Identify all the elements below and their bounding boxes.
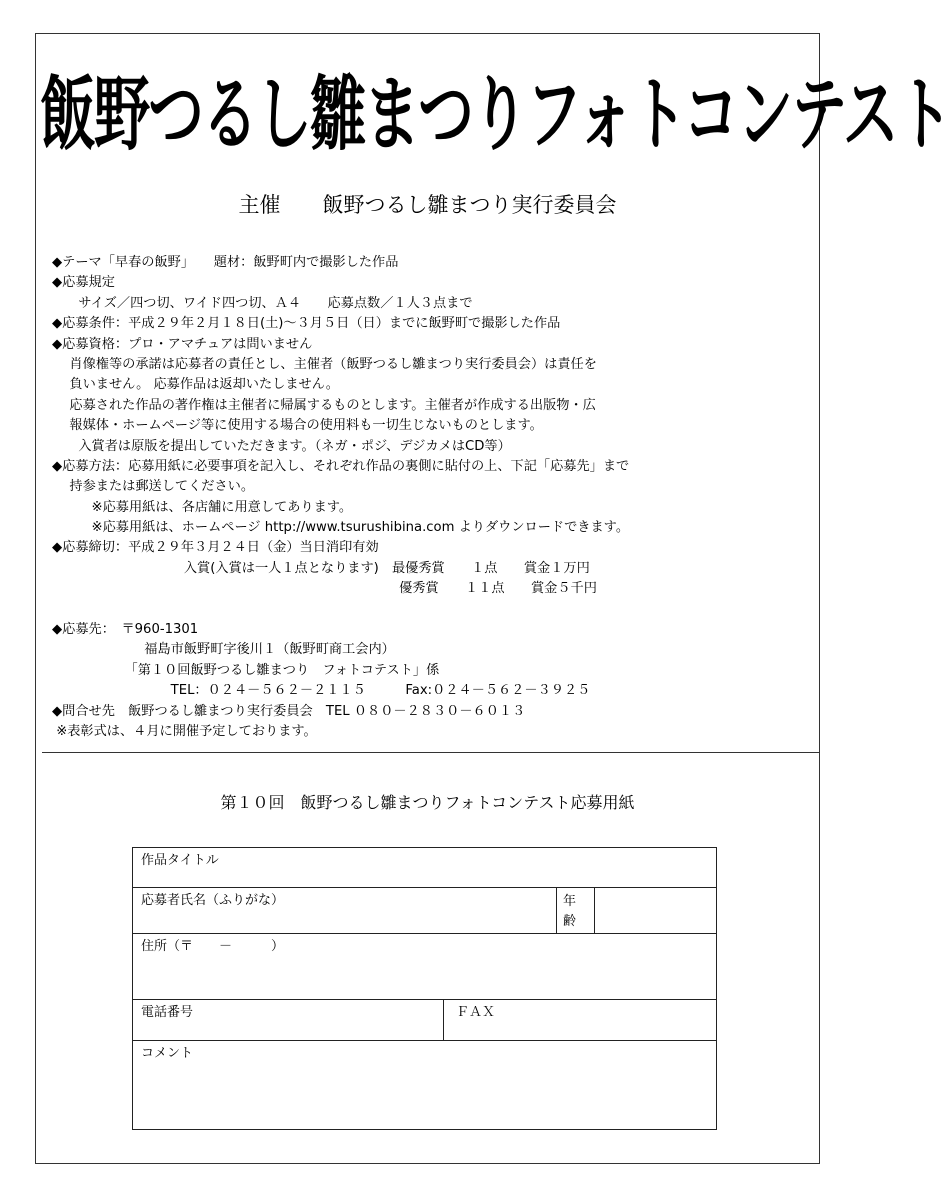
spacer-line [52, 600, 812, 620]
form-heading: 第１０回 飯野つるし雛まつりフォトコンテスト応募用紙 [220, 793, 635, 812]
contest-details [52, 253, 812, 742]
applicant-name-field[interactable] [132, 887, 557, 934]
submission-address-line: ◆応募先： 〒960-1301 [52, 622, 199, 638]
phone-field[interactable] [132, 999, 444, 1041]
comment-label: コメント [141, 1046, 194, 1061]
original-note: 入賞者は原版を提出していただきます。（ネガ・ポジ、デジカメはCD等） [52, 438, 511, 454]
recipient-line: 「第１０回飯野つるし雛まつり フォトコテスト」係 [52, 662, 440, 678]
grand-prize-line: 入賞(入賞は一人１点となります) 最優秀賞 １点 賞金１万円 [52, 560, 590, 576]
applicant-name-label: 応募者氏名（ふりがな） [141, 893, 285, 908]
address-field[interactable] [132, 933, 717, 1000]
conditions-line: ◆応募条件：平成２９年２月１８日(土)～３月５日（日）までに飯野町で撮影した作品 [52, 316, 561, 332]
size-line: サイズ／四つ切、ワイド四つ切、Ａ４ 応募点数／１人３点まで [52, 295, 473, 311]
organizer-line: 主催 飯野つるし雛まつり実行委員会 [238, 193, 617, 217]
comment-field[interactable] [132, 1040, 717, 1130]
download-note: ※応募用紙は、ホームページ http://www.tsurushibina.com よりダウンロードできます。 [52, 520, 630, 536]
fax-label: ＦＡＸ [456, 1005, 496, 1020]
age-field[interactable] [594, 887, 717, 934]
entry-form [132, 847, 717, 1130]
contest-title: 飯野つるし雛まつりフォトコンテスト [40, 67, 951, 163]
rules-heading: ◆応募規定 [52, 275, 115, 291]
copyright-note-1: 応募された作品の著作権は主催者に帰属するものとします。主催者が作成する出版物・広 [52, 397, 596, 413]
method-note: 持参または郵送してください。 [52, 479, 255, 495]
work-title-field[interactable] [132, 847, 717, 888]
eligibility-note-1: 肖像権等の承諾は応募者の責任とし、主催者（飯野つるし雛まつり実行委員会）は責任を [52, 356, 597, 372]
eligibility-line: ◆応募資格：プロ・アマチュアは問いません [52, 336, 313, 352]
fax-field[interactable] [443, 999, 717, 1041]
inquiry-line: ◆問合せ先 飯野つるし雛まつり実行委員会 TEL ０８０－２８３０－６０１３ [52, 703, 526, 719]
phone-label: 電話番号 [141, 1005, 194, 1020]
deadline-line: ◆応募締切：平成２９年３月２４日（金）当日消印有効 [52, 540, 379, 556]
excellence-prize-line: 優秀賞 １１点 賞金５千円 [52, 581, 597, 597]
age-label: 年齢 [563, 894, 577, 929]
age-label-cell [556, 887, 595, 934]
cut-line [42, 752, 820, 753]
form-availability-note: ※応募用紙は、各店舗に用意してあります。 [52, 499, 353, 515]
phone-fax-line: TEL：０２４－５６２－２１１５ Fax:０２４－５６２－３９２５ [52, 683, 591, 699]
eligibility-note-2: 負いません。 応募作品は返却いたしません。 [52, 377, 339, 393]
address-detail-line: 福島市飯野町字後川１（飯野町商工会内） [52, 642, 395, 658]
ceremony-note: ※表彰式は、４月に開催予定しております。 [52, 723, 317, 739]
theme-line: ◆テーマ「早春の飯野」 題材：飯野町内で撮影した作品 [52, 255, 399, 270]
work-title-label: 作品タイトル [141, 853, 219, 868]
method-line: ◆応募方法：応募用紙に必要事項を記入し、それぞれ作品の裏側に貼付の上、下記「応募先」まで [52, 458, 630, 474]
copyright-note-2: 報媒体・ホームページ等に使用する場合の使用料も一切生じないものとします。 [52, 418, 543, 434]
address-label: 住所（〒 － ） [141, 939, 285, 954]
